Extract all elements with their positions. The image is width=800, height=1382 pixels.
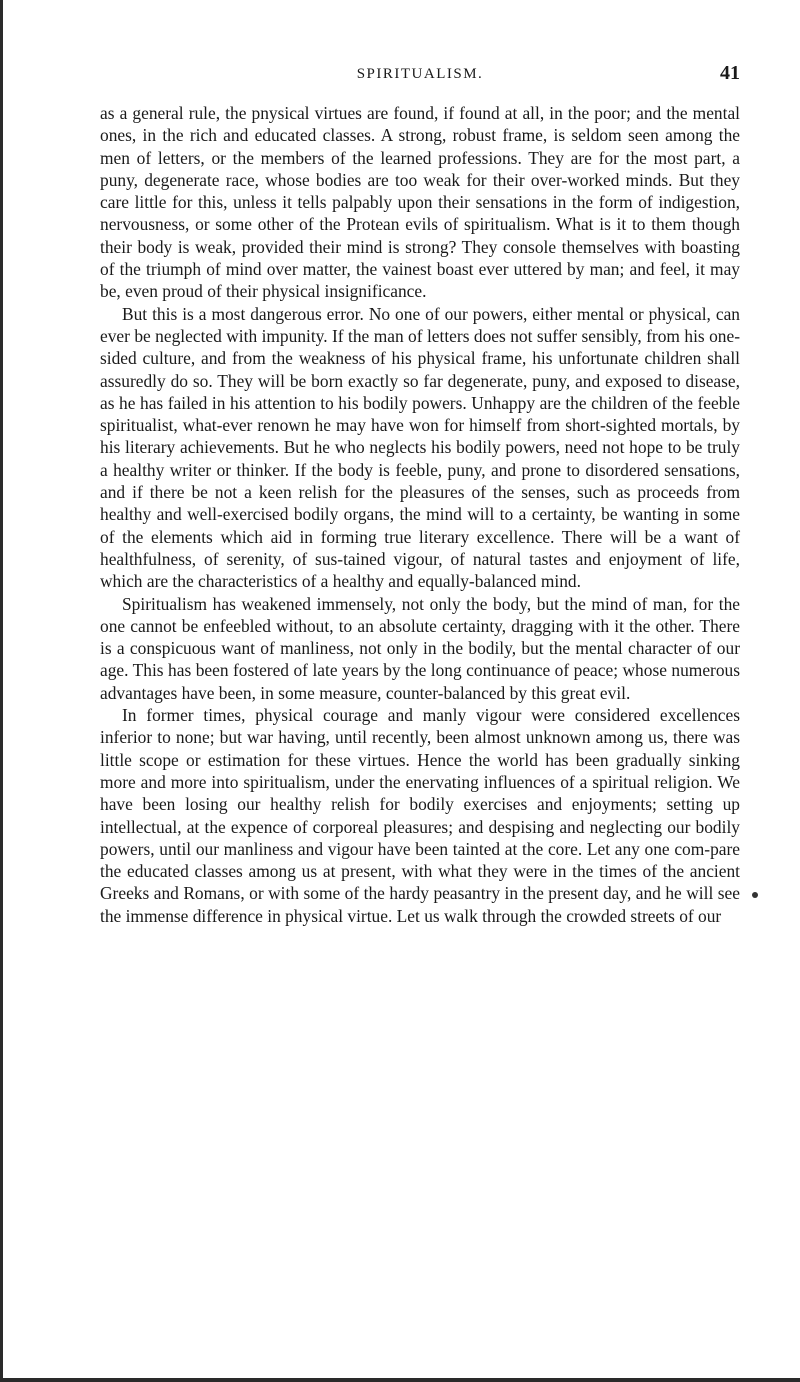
- paragraph-1: as a general rule, the pnysical virtues are found, if found at all, in the poor; and the mental ones, in the rich and educated classes. A strong, robust frame, is seldom seen among the men of letters, or the members of the learned professions. They are for the most part, a puny, degenerate race, whose bodies are too weak for their over-worked minds. But they care little for this, unless it tells palpably upon their sensations in the form of indigestion, nervousness, or some other of the Protean evils of spiritualism. What is it to them though their body is weak, provided their mind is strong? They console themselves with boasting of the triumph of mind over matter, the vainest boast ever uttered by man; and feel, it may be, even proud of their physical insignificance.: [100, 103, 740, 302]
- page-left-edge: [0, 0, 3, 1382]
- paragraph-3: Spiritualism has weakened immensely, not only the body, but the mind of man, for the one cannot be enfeebled without, to an absolute certainty, dragging with it the other. There is a conspicuous want of manliness, not only in the bodily, but the mental character of our age. This has been fostered of late years by the long continuance of peace; whose numerous advantages have been, in some measure, counter-balanced by this great evil.: [100, 593, 740, 703]
- margin-ink-mark: [752, 892, 758, 898]
- page-bottom-edge: [0, 1378, 800, 1382]
- body-text: [100, 102, 740, 927]
- page-number: 41: [720, 62, 740, 84]
- paragraph-2: But this is a most dangerous error. No one of our powers, either mental or physical, can ever be neglected with impunity. If the man of letters does not suffer sensibly, from his one-sided culture, and from the weakness of his physical frame, his unfortunate children shall assuredly do so. They will be born exactly so far degenerate, puny, and exposed to disease, as he has failed in his attention to his bodily powers. Unhappy are the children of the feeble spiritualist, what-ever renown he may have won for himself from short-sighted mortals, by his literary achievements. But he who neglects his bodily powers, need not hope to be truly a healthy writer or thinker. If the body is feeble, puny, and prone to disordered sensations, and if there be not a keen relish for the pleasures of the senses, such as proceeds from healthy and well-exercised bodily organs, the mind will to a certainty, be wanting in some of the elements which aid in forming true literary excellence. There will be a want of healthfulness, of serenity, of sus-tained vigour, of natural tastes and enjoyment of life, which are the characteristics of a healthy and equally-balanced mind.: [100, 303, 740, 592]
- paragraph-4: In former times, physical courage and manly vigour were considered excellences inferior to none; but war having, until recently, been almost unknown among us, there was little scope or estimation for these virtues. Hence the world has been gradually sinking more and more into spiritualism, under the enervating influences of a spiritual religion. We have been losing our healthy relish for bodily exercises and enjoyments; setting up intellectual, at the expence of corporeal pleasures; and despising and neglecting our bodily powers, until our manliness and vigour have been tainted at the core. Let any one com-pare the educated classes among us at present, with what they were in the times of the ancient Greeks and Romans, or with some of the hardy peasantry in the present day, and he will see the immense difference in physical virtue. Let us walk through the crowded streets of our: [100, 705, 740, 926]
- page-header: [100, 62, 740, 90]
- running-head: SPIRITUALISM.: [356, 66, 484, 82]
